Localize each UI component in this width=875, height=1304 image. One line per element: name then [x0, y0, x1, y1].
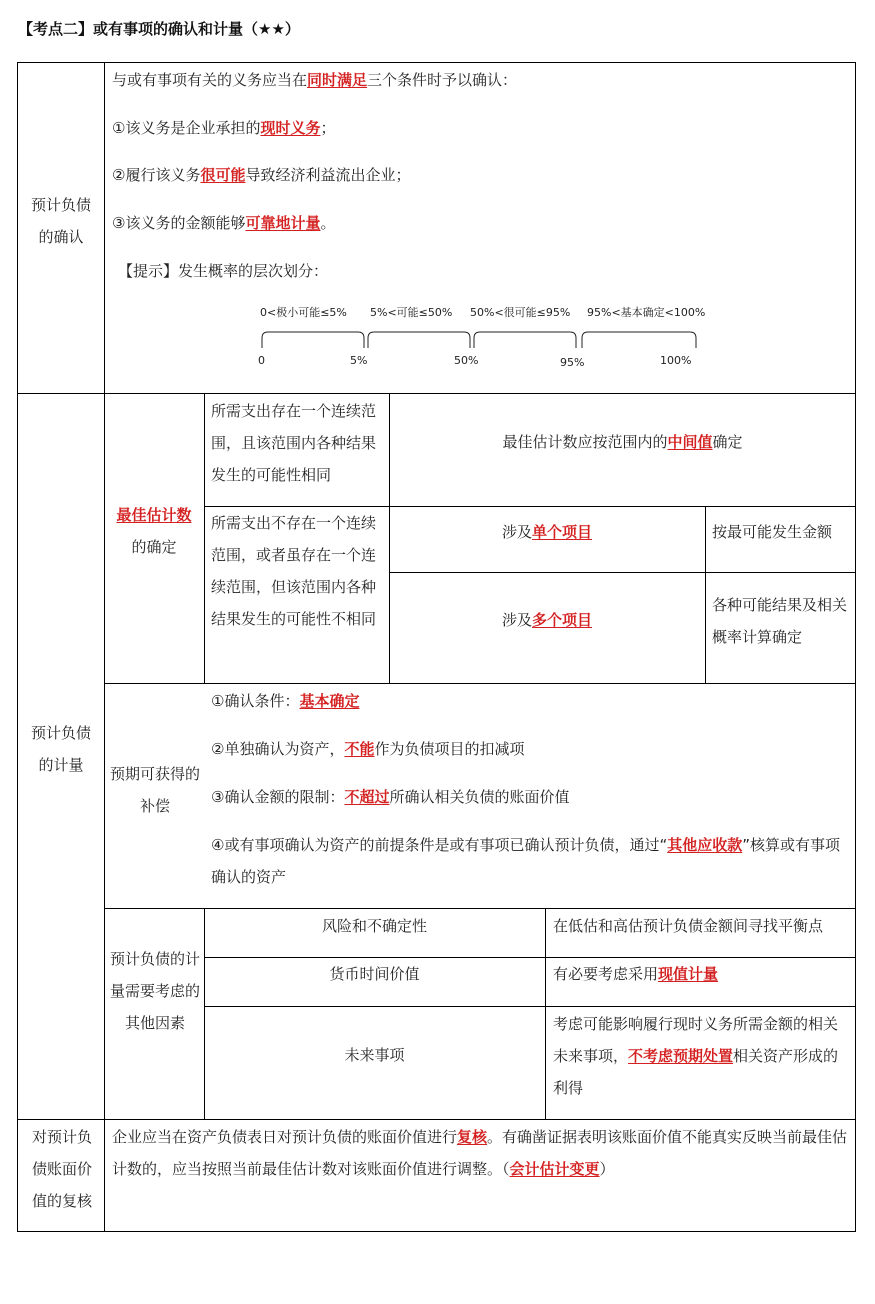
range-label-4: 95%<基本确定<100% [587, 306, 706, 319]
factor-time-value: 货币时间价值 [329, 965, 420, 983]
comp-item-2: ②单独确认为资产，不能作为负债项目的扣减项 [211, 740, 525, 758]
factor-time-value-desc: 有必要考虑采用现值计量 [553, 965, 719, 983]
range-label-3: 50%<很可能≤95% [470, 306, 571, 319]
factor-future: 未来事项 [344, 1046, 405, 1064]
best-cond-1: 所需支出存在一个连续范围，且该范围内各种结果发生的可能性相同 [211, 402, 377, 484]
range-label-1: 0<极小可能≤5% [260, 306, 347, 319]
tick-label-50: 50% [454, 354, 479, 367]
best-cond-2: 所需支出不存在一个连续范围，或者虽存在一个连续范围，但该范围内各种结果发生的可能性不相同 [211, 514, 377, 628]
tick-label-100: 100% [660, 354, 692, 367]
factor-future-desc: 考虑可能影响履行现时义务所需金额的相关未来事项，不考虑预期处置相关资产形成的利得 [553, 1015, 839, 1097]
comp-item-3: ③确认金额的限制：不超过所确认相关负债的账面价值 [211, 788, 570, 806]
compensation-label: 预期可获得的补偿 [110, 765, 201, 815]
hint-text: 【提示】发生概率的层次划分： [118, 262, 329, 280]
best-estimate-label: 最佳估计数 的确定 [116, 506, 192, 556]
condition-1: ①该义务是企业承担的现时义务； [112, 119, 336, 137]
condition-2: ②履行该义务很可能导致经济利益流出企业； [112, 166, 411, 184]
single-item-rule: 按最可能发生金额 [712, 523, 833, 541]
recognition-label: 预计负债的确认 [30, 196, 91, 246]
condition-3: ③该义务的金额能够可靠地计量。 [112, 214, 336, 232]
single-item: 涉及单个项目 [501, 523, 593, 541]
measurement-label: 预计负债的计量 [30, 724, 91, 774]
range-label-2: 5%<可能≤50% [370, 306, 453, 319]
tick-label-5: 5% [350, 354, 368, 367]
best-cond-1-rule: 最佳估计数应按范围内的中间值确定 [502, 433, 743, 451]
comp-item-4: ④或有事项确认为资产的前提条件是或有事项已确认预计负债，通过“其他应收款”核算或有事项确认的资产 [211, 836, 841, 886]
factor-risk: 风险和不确定性 [321, 917, 427, 935]
multi-item-rule: 各种可能结果及相关概率计算确定 [712, 596, 848, 646]
review-label: 对预计负债账面价值的复核 [31, 1128, 92, 1210]
review-text: 企业应当在资产负债表日对预计负债的账面价值进行复核。有确凿证据表明该账面价值不能真实反映当前最佳估计数的，应当按照当前最佳估计数对该账面价值进行调整。（会计估计变更） [112, 1128, 848, 1178]
bracket-4 [582, 332, 696, 348]
bracket-1 [262, 332, 364, 348]
multi-item: 涉及多个项目 [501, 611, 593, 629]
comp-item-1: ①确认条件：基本确定 [211, 692, 360, 710]
tick-label-0: 0 [258, 354, 265, 367]
page-title: 【考点二】或有事项的确认和计量（★★） [18, 20, 300, 38]
other-factors-label: 预计负债的计量需要考虑的其他因素 [110, 950, 201, 1032]
bracket-2 [368, 332, 470, 348]
factor-risk-desc: 在低估和高估预计负债金额间寻找平衡点 [553, 917, 824, 935]
recognition-intro: 与或有事项有关的义务应当在同时满足三个条件时予以确认： [112, 71, 518, 89]
bracket-3 [474, 332, 576, 348]
tick-label-95: 95% [560, 356, 585, 369]
probability-scale [250, 298, 720, 378]
